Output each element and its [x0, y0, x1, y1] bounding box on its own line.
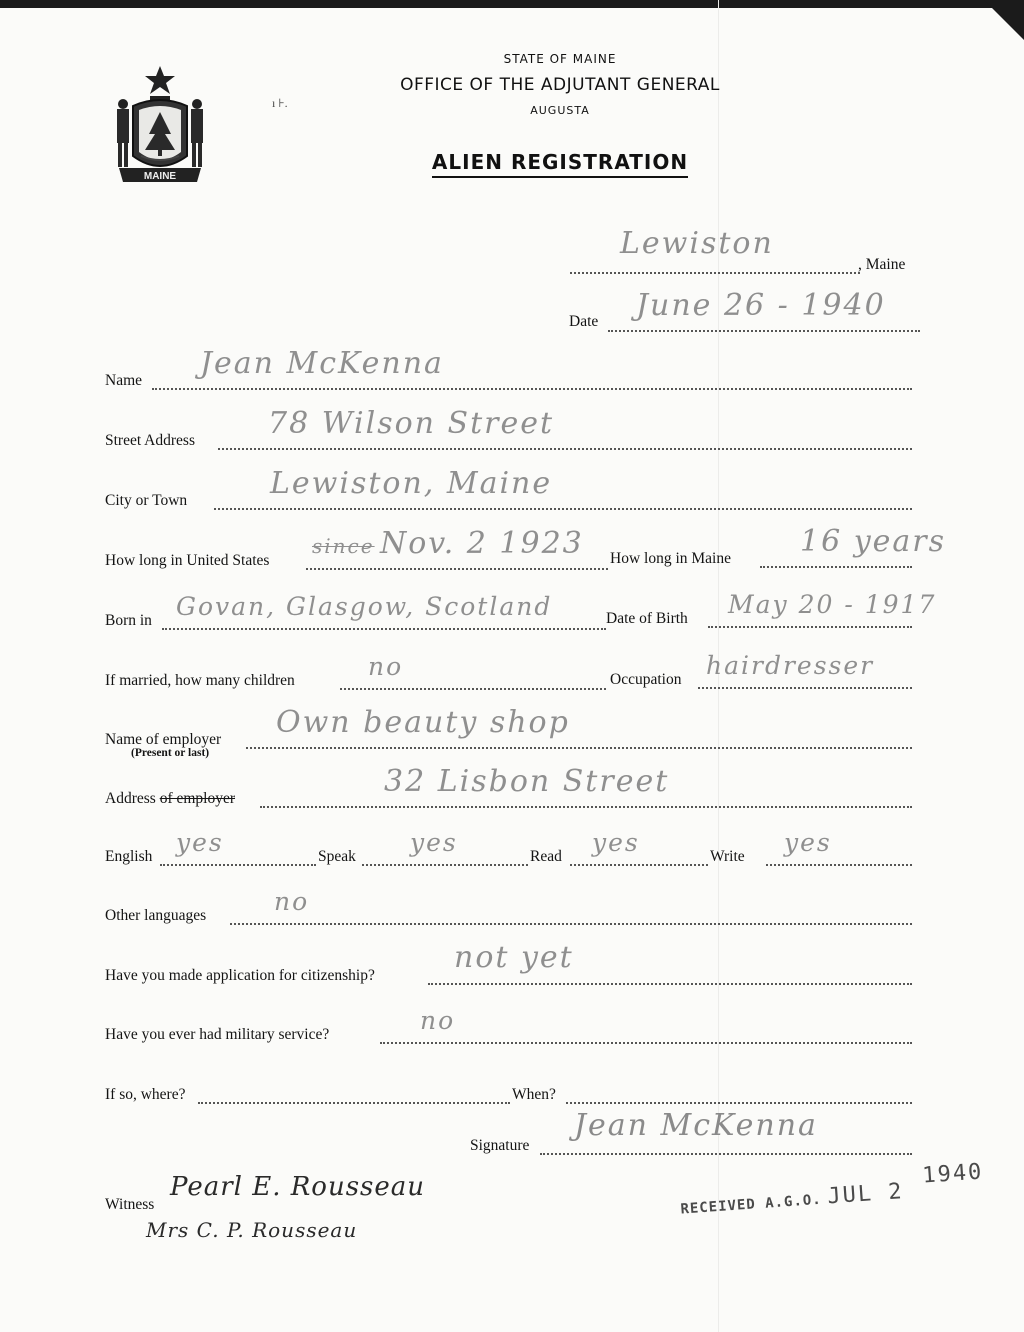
name-line	[152, 388, 912, 390]
write-line	[766, 864, 912, 866]
children-line	[340, 688, 606, 690]
stamp-year: 1940	[921, 1159, 985, 1189]
witness-label: Witness	[105, 1196, 155, 1213]
english-value: yes	[176, 828, 224, 857]
employer-label: Name of employer	[105, 731, 222, 748]
children-value: no	[368, 652, 404, 681]
witness-value: Pearl E. Rousseau	[170, 1172, 426, 1202]
street-line	[218, 448, 912, 450]
street-value: 78 Wilson Street	[268, 406, 555, 441]
dob-value: May 20 - 1917	[728, 590, 937, 619]
place-value: Lewiston	[620, 226, 774, 261]
date-line	[608, 330, 920, 332]
employer-line	[246, 747, 912, 749]
date-value: June 26 - 1940	[636, 288, 886, 323]
write-value: yes	[784, 828, 832, 857]
born-in-line	[162, 628, 606, 630]
born-in-value: Govan, Glasgow, Scotland	[176, 592, 553, 621]
employer-address-label: Address of employer	[105, 790, 236, 807]
where-line	[198, 1102, 510, 1104]
city-value: Lewiston, Maine	[270, 466, 553, 501]
citizenship-value: not yet	[454, 940, 574, 975]
citizenship-line	[428, 983, 912, 985]
how-long-maine-value: 16 years	[800, 524, 947, 559]
maine-state-seal	[105, 64, 215, 188]
how-long-us-label: How long in United States	[105, 552, 270, 569]
header-office: OFFICE OF THE ADJUTANT GENERAL	[400, 75, 720, 95]
scan-corner	[984, 0, 1024, 40]
date-label: Date	[569, 313, 599, 330]
name-value: Jean McKenna	[200, 346, 444, 381]
occupation-value: hairdresser	[706, 651, 875, 680]
military-value: no	[420, 1006, 456, 1035]
write-label: Write	[710, 848, 745, 865]
citizenship-label: Have you made application for citizenship?	[105, 967, 375, 984]
where-label: If so, where?	[105, 1086, 186, 1103]
read-value: yes	[592, 828, 640, 857]
how-long-maine-label: How long in Maine	[610, 550, 731, 567]
other-languages-line	[230, 923, 912, 925]
how-long-us-struck: since	[312, 534, 375, 558]
employer-sublabel: (Present or last)	[131, 747, 210, 759]
occupation-label: Occupation	[610, 671, 682, 688]
city-line	[214, 508, 912, 510]
signature-line	[540, 1153, 912, 1155]
speak-label: Speak	[318, 848, 356, 865]
place-line	[570, 272, 860, 274]
how-long-us-value: Nov. 2 1923	[380, 526, 584, 561]
employer-address-value: 32 Lisbon Street	[384, 764, 670, 799]
when-line	[566, 1102, 912, 1104]
header-city: AUGUSTA	[530, 104, 590, 117]
stray-mark: ı ⊦.	[272, 96, 288, 110]
seal-motto: MAINE	[143, 171, 177, 182]
header-state: STATE OF MAINE	[503, 52, 617, 66]
children-label: If married, how many children	[105, 672, 295, 689]
received-stamp	[679, 1159, 985, 1219]
stamp-date: JUL 2	[826, 1179, 905, 1210]
employer-value: Own beauty shop	[276, 705, 570, 740]
place-suffix: , Maine	[858, 256, 906, 273]
how-long-maine-line	[760, 566, 912, 568]
english-label: English	[105, 848, 153, 865]
scan-top-edge	[0, 0, 1024, 8]
witness-value-2: Mrs C. P. Rousseau	[146, 1218, 358, 1242]
dob-label: Date of Birth	[606, 610, 688, 627]
speak-line	[362, 864, 528, 866]
other-languages-value: no	[274, 887, 310, 916]
read-line	[570, 864, 708, 866]
how-long-us-line	[306, 568, 608, 570]
other-languages-label: Other languages	[105, 907, 207, 924]
employer-address-line	[260, 806, 912, 808]
name-label: Name	[105, 372, 143, 389]
english-line	[160, 864, 316, 866]
signature-label: Signature	[470, 1137, 530, 1154]
speak-value: yes	[410, 828, 458, 857]
military-line	[380, 1042, 912, 1044]
form-title: ALIEN REGISTRATION	[300, 150, 820, 174]
city-label: City or Town	[105, 492, 188, 509]
dob-line	[708, 626, 912, 628]
stamp-text: RECEIVED A.G.O.	[679, 1191, 823, 1218]
read-label: Read	[530, 848, 562, 865]
occupation-line	[698, 687, 912, 689]
military-label: Have you ever had military service?	[105, 1026, 330, 1043]
when-label: When?	[512, 1086, 556, 1103]
signature-value: Jean McKenna	[574, 1108, 818, 1143]
street-label: Street Address	[105, 432, 195, 449]
born-in-label: Born in	[105, 612, 152, 629]
